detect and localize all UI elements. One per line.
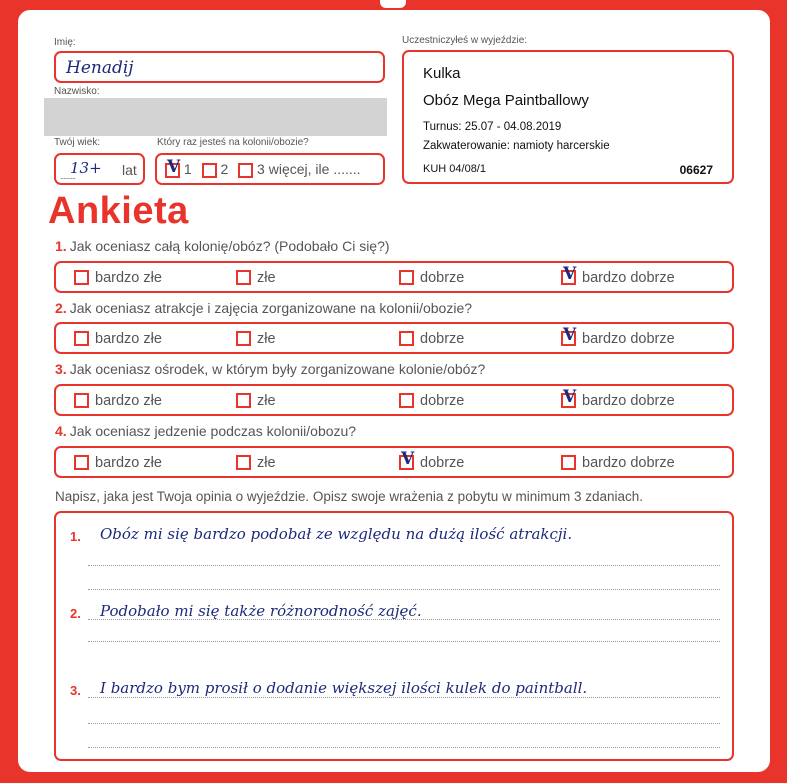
visits-checkbox-2[interactable] [202,163,217,178]
company-name: Kulka [423,65,461,82]
q4-option-zle[interactable] [236,455,251,470]
opinion-number-1: 1. [70,529,81,544]
name-value: Henadij [66,58,134,78]
age-unit: lat [122,162,137,178]
q4-option-bardzo-dobrze[interactable] [561,455,576,470]
visits-option-3: 3 więcej, ile ....... [257,161,361,177]
q3-option-zle[interactable] [236,393,251,408]
visits-field [155,153,385,185]
opinion-number-3: 3. [70,683,81,698]
visits-checkbox-3[interactable] [238,163,253,178]
opinion-text-2: Podobało mi się także różnorodność zajęć. [100,602,422,620]
participant-info-box [402,50,734,184]
visits-option-2: 2 [220,161,229,177]
question-3: 3. Jak oceniasz ośrodek, w którym były zorganizowane kolonie/obóz? [55,361,486,377]
opinion-text-3: I bardzo bym prosił o dodanie większej ilości kulek do paintball. [100,679,588,697]
q3-option-bardzo-zle[interactable] [74,393,89,408]
camp-name: Obóz Mega Paintballowy [423,92,589,109]
visits-option-1: 1 [183,161,192,177]
participant-label: Uczestniczyłeś w wyjeździe: [402,35,528,46]
name-label: Imię: [54,37,76,48]
age-field[interactable] [54,153,145,185]
q1-option-zle[interactable] [236,270,251,285]
q4-option-dobrze[interactable]: V [401,448,415,469]
turnus-dates: Turnus: 25.07 - 04.08.2019 [423,121,562,133]
surname-label: Nazwisko: [54,86,100,97]
booking-code: KUH 04/08/1 [423,163,486,175]
q2-option-zle[interactable] [236,331,251,346]
age-dots: .......... [60,171,76,181]
question-1: 1. Jak oceniasz całą kolonię/obóz? (Podobało Ci się?) [55,238,390,254]
survey-title: Ankieta [48,190,189,232]
q2-option-dobrze[interactable] [399,331,414,346]
answer-row-1: bardzo złe złe dobrze V bardzo dobrze [54,261,734,293]
opinion-text-1: Obóz mi się bardzo podobał ze względu na dużą ilość atrakcji. [100,525,573,543]
q4-option-bardzo-zle[interactable] [74,455,89,470]
question-2: 2. Jak oceniasz atrakcje i zajęcia zorganizowane na kolonii/obozie? [55,300,473,316]
surname-redacted [44,98,387,136]
answer-row-4: bardzo złe złe V dobrze bardzo dobrze [54,446,734,478]
name-field[interactable] [54,51,385,83]
q3-option-dobrze[interactable] [399,393,414,408]
visits-label: Który raz jesteś na kolonii/obozie? [157,137,309,148]
opinion-box[interactable] [54,511,734,761]
q1-option-bardzo-zle[interactable] [74,270,89,285]
q3-option-bardzo-dobrze[interactable]: V [563,386,577,407]
answer-row-2: bardzo złe złe dobrze V bardzo dobrze [54,322,734,354]
age-value: 13+ [70,159,102,177]
age-label: Twój wiek: [54,137,101,148]
opinion-number-2: 2. [70,606,81,621]
lodging-info: Zakwaterowanie: namioty harcerskie [423,140,610,152]
opinion-instruction: Napisz, jaka jest Twoja opinia o wyjeździe. Opisz swoje wrażenia z pobytu w minimum 3 zdaniach. [55,489,644,504]
q1-option-dobrze[interactable] [399,270,414,285]
q1-option-bardzo-dobrze[interactable]: V [563,263,577,284]
answer-row-3: bardzo złe złe dobrze V bardzo dobrze [54,384,734,416]
booking-number: 06627 [679,163,713,177]
q2-option-bardzo-zle[interactable] [74,331,89,346]
q2-option-bardzo-dobrze[interactable]: V [563,324,577,345]
question-4: 4. Jak oceniasz jedzenie podczas kolonii/obozu? [55,423,357,439]
top-tab [380,0,406,8]
visits-checkbox-1[interactable]: V [167,156,181,177]
